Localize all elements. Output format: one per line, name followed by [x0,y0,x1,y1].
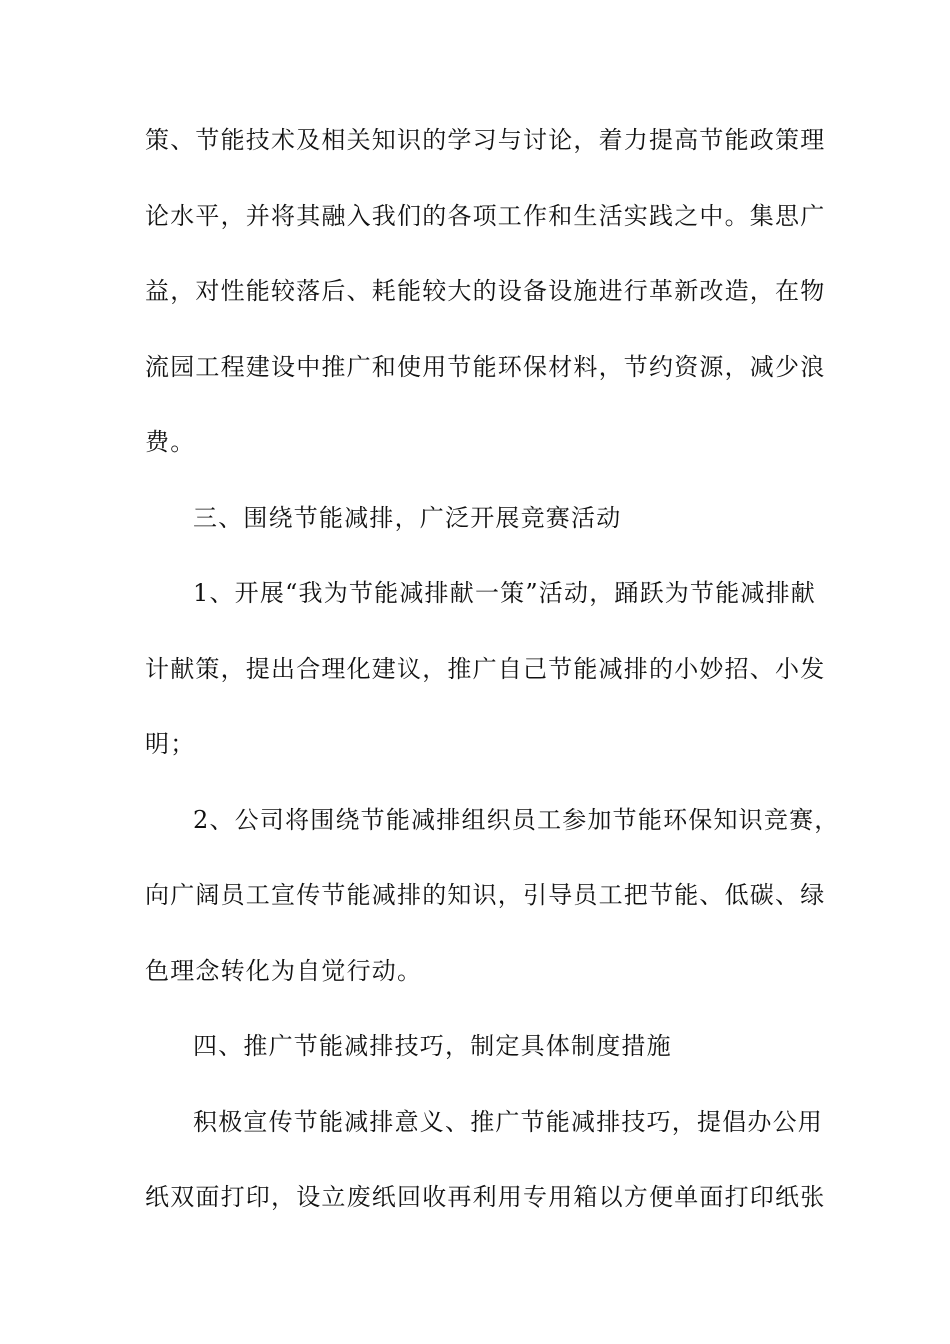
text-line: 论水平，并将其融入我们的各项工作和生活实践之中。集思广 [145,201,826,230]
text-line: 三、围绕节能减排，广泛开展竞赛活动 [193,503,622,532]
document-body [145,126,840,1261]
text-line: 2、公司将围绕节能减排组织员工参加节能环保知识竞赛， [193,805,840,834]
text-line: 色理念转化为自觉行动。 [145,956,423,985]
text-line: 1、开展“我为节能减排献一策”活动，踊跃为节能减排献 [193,579,817,607]
text-line: 四、推广节能减排技巧，制定具体制度措施 [193,1032,672,1060]
text-line: 流园工程建设中推广和使用节能环保材料，节约资源，减少浪 [145,352,826,381]
text-line: 向广阔员工宣传节能减排的知识，引导员工把节能、低碳、绿 [145,881,826,909]
text-line: 积极宣传节能减排意义、推广节能减排技巧，提倡办公用 [193,1107,823,1136]
text-line: 费。 [145,428,196,456]
text-line: 策、节能技术及相关知识的学习与讨论，着力提高节能政策理 [145,126,826,154]
text-line: 计献策，提出合理化建议，推广自己节能减排的小妙招、小发 [145,654,826,683]
text-line: 明； [145,730,196,758]
text-line: 益，对性能较落后、耗能较大的设备设施进行革新改造，在物 [145,277,826,305]
text-line: 纸双面打印，设立废纸回收再利用专用箱以方便单面打印纸张 [145,1183,826,1211]
